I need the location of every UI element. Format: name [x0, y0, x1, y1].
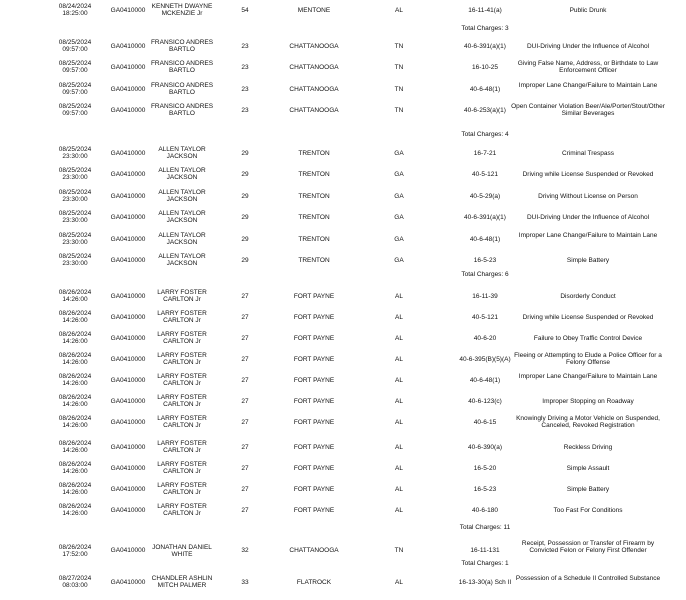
arrest-datetime-line1: 08/25/2024 — [58, 253, 92, 260]
arrestee-name-line1: FRANSICO ANDRES — [150, 103, 214, 110]
agency-ori: GA0410000 — [110, 213, 146, 221]
charge-description: DUI-Driving Under the Influence of Alcohol — [526, 42, 650, 50]
agency-ori: GA0410000 — [110, 443, 146, 451]
arrestee-city: TRENTON — [298, 149, 330, 157]
arrest-datetime-line1: 08/25/2024 — [58, 189, 92, 196]
arrestee-state: AL — [395, 355, 403, 363]
arrestee-city: FORT PAYNE — [293, 292, 335, 300]
agency-ori: GA0410000 — [110, 192, 146, 200]
arrest-datetime-line1: 08/25/2024 — [58, 82, 92, 89]
charge-row — [0, 289, 686, 309]
agency-ori: GA0410000 — [110, 418, 146, 426]
arrestee-name — [145, 146, 219, 161]
arrestee-name — [145, 482, 219, 497]
charge-row — [0, 3, 686, 23]
arrestee-name-line2: CARLTON Jr — [163, 338, 201, 346]
arrestee-state: AL — [395, 506, 403, 514]
arrestee-name-line2: WHITE — [171, 551, 193, 559]
charge-row — [0, 540, 686, 560]
charge-description: Open Container Violation Beer/Ale/Porter/Stout/Other Similar Beverages — [511, 103, 665, 118]
charge-row — [0, 352, 686, 372]
arrest-datetime-line2: 14:26:00 — [62, 468, 88, 476]
charge-row — [0, 210, 686, 230]
charge-row — [0, 373, 686, 393]
arrest-datetime-line2: 14:26:00 — [62, 359, 88, 367]
arrestee-age: 27 — [241, 334, 249, 342]
arrestee-state: AL — [395, 443, 403, 451]
total-charges: Total Charges: 1 — [461, 560, 509, 567]
arrest-datetime-line1: 08/24/2024 — [58, 3, 92, 10]
charge-statute: 16-7-21 — [473, 149, 497, 157]
arrestee-name-line1: KENNETH DWAYNE — [151, 3, 213, 10]
arrestee-city: FORT PAYNE — [293, 443, 335, 451]
arrest-datetime-line1: 08/26/2024 — [58, 373, 92, 380]
arrest-datetime-line2: 09:57:00 — [62, 89, 88, 97]
charge-description: Simple Battery — [566, 485, 610, 493]
arrestee-name-line1: FRANSICO ANDRES — [150, 60, 214, 67]
charge-statute: 16-10-25 — [471, 63, 499, 71]
charge-description: Fleeing or Attempting to Elude a Police Officer for a Felony Offense — [514, 352, 662, 367]
arrest-datetime-line2: 14:26:00 — [62, 510, 88, 518]
arrest-datetime-line2: 18:25:00 — [62, 10, 88, 18]
arrest-datetime-line2: 14:26:00 — [62, 489, 88, 497]
arrestee-city: TRENTON — [298, 192, 330, 200]
arrestee-state: AL — [395, 313, 403, 321]
charge-statute: 16-5-20 — [473, 464, 497, 472]
charge-description: Too Fast For Conditions — [553, 506, 623, 514]
arrestee-name-line1: ALLEN TAYLOR — [158, 253, 206, 260]
arrestee-state: GA — [394, 213, 404, 221]
arrestee-name-line2: CARLTON Jr — [163, 447, 201, 455]
charge-row — [0, 394, 686, 414]
arrestee-city: FORT PAYNE — [293, 313, 335, 321]
agency-ori: GA0410000 — [110, 63, 146, 71]
total-charges: Total Charges: 11 — [459, 524, 511, 531]
agency-ori: GA0410000 — [110, 256, 146, 264]
arrestee-age: 27 — [241, 355, 249, 363]
charge-row — [0, 146, 686, 166]
arrestee-name-line1: LARRY FOSTER — [157, 440, 207, 447]
charge-description: Possession of a Schedule II Controlled Substance — [515, 575, 661, 582]
charge-row — [0, 82, 686, 102]
charge-row — [0, 39, 686, 59]
arrestee-city: TRENTON — [298, 213, 330, 221]
agency-ori: GA0410000 — [110, 376, 146, 384]
agency-ori: GA0410000 — [110, 292, 146, 300]
arrestee-age: 29 — [241, 213, 249, 221]
agency-ori: GA0410000 — [110, 547, 146, 555]
arrestee-name-line1: LARRY FOSTER — [157, 394, 207, 401]
arrestee-age: 27 — [241, 376, 249, 384]
charge-description: Improper Stopping on Roadway — [542, 397, 634, 405]
arrestee-name-line2: MCKENZIE Jr — [161, 10, 203, 18]
charge-statute: 16-11-131 — [470, 547, 500, 555]
arrest-datetime-line2: 14:26:00 — [62, 422, 88, 430]
arrestee-state: TN — [394, 42, 404, 50]
charge-statute: 40-6-48(1) — [469, 376, 501, 384]
charge-description: Public Drunk — [569, 6, 607, 14]
arrestee-name — [145, 461, 219, 476]
arrestee-name — [145, 60, 219, 75]
charge-description: Improper Lane Change/Failure to Maintain Lane — [518, 82, 658, 89]
agency-ori: GA0410000 — [110, 42, 146, 50]
charge-row — [0, 575, 686, 595]
charge-statute: 40-5-121 — [471, 170, 499, 178]
charge-description: Improper Lane Change/Failure to Maintain Lane — [518, 232, 658, 239]
arrestee-name-line2: JACKSON — [166, 239, 198, 247]
arrest-datetime-line2: 23:30:00 — [62, 260, 88, 268]
charge-row — [0, 331, 686, 351]
arrestee-name — [145, 544, 219, 559]
arrestee-age: 27 — [241, 464, 249, 472]
charge-statute: 40-6-391(a)(1) — [464, 213, 506, 221]
charge-description: Knowingly Driving a Motor Vehicle on Suspended, Canceled, Revoked Registration — [516, 415, 660, 430]
arrest-datetime-line1: 08/26/2024 — [58, 289, 92, 296]
charge-row — [0, 461, 686, 481]
arrestee-city: FORT PAYNE — [293, 464, 335, 472]
arrest-datetime-line2: 23:30:00 — [62, 239, 88, 247]
arrestee-city: FORT PAYNE — [293, 376, 335, 384]
arrestee-city: FORT PAYNE — [293, 485, 335, 493]
arrestee-name-line2: CARLTON Jr — [163, 468, 201, 476]
arrestee-state: AL — [395, 485, 403, 493]
arrestee-name-line2: CARLTON Jr — [163, 510, 201, 518]
agency-ori: GA0410000 — [110, 355, 146, 363]
arrestee-name-line1: CHANDLER ASHLIN — [151, 575, 213, 582]
arrestee-name-line1: LARRY FOSTER — [157, 373, 207, 380]
arrestee-name-line1: LARRY FOSTER — [157, 352, 207, 359]
arrestee-name-line2: BARTLO — [169, 89, 195, 97]
charge-statute: 40-6-395(B)(5)(A) — [459, 355, 511, 363]
arrest-datetime-line1: 08/25/2024 — [58, 210, 92, 217]
arrestee-city: CHATTANOOGA — [289, 85, 339, 93]
charge-description: Driving while License Suspended or Revoked — [522, 313, 654, 321]
charge-description: Reckless Driving — [563, 443, 613, 451]
charge-description: Driving while License Suspended or Revoked — [522, 170, 654, 178]
arrestee-name-line1: ALLEN TAYLOR — [158, 232, 206, 239]
arrestee-state: AL — [395, 6, 403, 14]
arrestee-name — [145, 210, 219, 225]
charge-statute: 16-5-23 — [473, 485, 497, 493]
arrestee-state: GA — [394, 149, 404, 157]
arrestee-name-line2: JACKSON — [166, 217, 198, 225]
arrestee-age: 54 — [241, 6, 249, 14]
charge-statute: 16-11-41(a) — [468, 6, 502, 14]
arrestee-state: GA — [394, 235, 404, 243]
arrestee-state: AL — [395, 376, 403, 384]
arrestee-age: 27 — [241, 443, 249, 451]
arrestee-age: 33 — [241, 578, 249, 586]
arrestee-age: 29 — [241, 235, 249, 243]
arrestee-age: 23 — [241, 42, 249, 50]
charge-statute: 40-6-20 — [473, 334, 497, 342]
arrestee-name-line1: LARRY FOSTER — [157, 482, 207, 489]
charge-statute: 16-11-39 — [472, 292, 498, 300]
arrest-datetime-line1: 08/25/2024 — [58, 103, 92, 110]
charge-row — [0, 440, 686, 460]
arrest-datetime-line1: 08/26/2024 — [58, 310, 92, 317]
arrestee-name-line1: ALLEN TAYLOR — [158, 146, 206, 153]
agency-ori: GA0410000 — [110, 106, 146, 114]
arrestee-age: 27 — [241, 485, 249, 493]
arrest-datetime-line2: 14:26:00 — [62, 338, 88, 346]
arrestee-name-line1: ALLEN TAYLOR — [158, 210, 206, 217]
charge-statute: 40-6-391(a)(1) — [464, 42, 506, 50]
arrest-datetime-line1: 08/25/2024 — [58, 60, 92, 67]
charge-row — [0, 253, 686, 273]
charge-description: Simple Assault — [566, 464, 610, 472]
charge-description: Giving False Name, Address, or Birthdate to Law Enforcement Officer — [517, 60, 659, 75]
charge-statute: 40-6-48(1) — [469, 85, 501, 93]
arrestee-state: AL — [395, 464, 403, 472]
charge-description: Receipt, Possession or Transfer of Firearm by Convicted Felon or Felony First Offender — [521, 540, 655, 555]
arrestee-name-line1: ALLEN TAYLOR — [158, 167, 206, 174]
charge-statute: 40-6-253(a)(1) — [464, 106, 506, 114]
arrestee-city: CHATTANOOGA — [289, 547, 339, 555]
arrestee-name — [145, 3, 219, 18]
charge-row — [0, 167, 686, 187]
arrestee-age: 27 — [241, 418, 249, 426]
arrest-datetime-line1: 08/26/2024 — [58, 394, 92, 401]
arrestee-name-line1: FRANSICO ANDRES — [150, 39, 214, 46]
arrestee-city: MENTONE — [297, 6, 331, 14]
arrestee-state: GA — [394, 170, 404, 178]
arrestee-name-line1: LARRY FOSTER — [157, 503, 207, 510]
arrestee-city: FLATROCK — [296, 578, 332, 586]
charge-statute: 40-5-121 — [471, 313, 499, 321]
arrest-datetime-line1: 08/27/2024 — [58, 575, 92, 582]
arrestee-name-line1: LARRY FOSTER — [157, 310, 207, 317]
arrest-datetime-line1: 08/26/2024 — [58, 352, 92, 359]
arrestee-city: FORT PAYNE — [293, 334, 335, 342]
arrestee-age: 29 — [241, 170, 249, 178]
arrest-datetime-line2: 09:57:00 — [62, 110, 88, 118]
arrest-datetime-line1: 08/26/2024 — [58, 543, 92, 551]
arrest-datetime-line2: 23:30:00 — [62, 217, 88, 225]
arrest-datetime-line1: 08/26/2024 — [58, 440, 92, 447]
agency-ori: GA0410000 — [110, 334, 146, 342]
charge-statute: 40-6-390(a) — [468, 443, 502, 451]
arrestee-name-line2: BARTLO — [169, 110, 195, 118]
arrestee-name — [145, 253, 219, 268]
arrest-datetime-line1: 08/25/2024 — [58, 167, 92, 174]
arrestee-city: CHATTANOOGA — [289, 42, 339, 50]
charge-description: Simple Battery — [566, 256, 610, 264]
arrest-datetime-line2: 08:03:00 — [62, 582, 88, 590]
arrest-datetime-line1: 08/25/2024 — [58, 232, 92, 239]
arrest-datetime-line2: 17:52:00 — [62, 551, 88, 559]
agency-ori: GA0410000 — [110, 235, 146, 243]
arrestee-city: TRENTON — [298, 235, 330, 243]
arrestee-state: TN — [394, 85, 404, 93]
arrestee-state: AL — [395, 418, 403, 426]
arrestee-name — [145, 39, 219, 54]
arrestee-state: TN — [394, 63, 404, 71]
arrestee-name-line2: JACKSON — [166, 196, 198, 204]
arrest-datetime-line2: 23:30:00 — [62, 174, 88, 182]
arrestee-state: TN — [394, 106, 404, 114]
arrest-datetime-line2: 23:30:00 — [62, 196, 88, 204]
charge-description: Criminal Trespass — [561, 149, 614, 157]
arrestee-name-line1: JONATHAN DANIEL — [152, 543, 212, 551]
arrestee-name — [145, 352, 219, 367]
arrestee-state: AL — [395, 397, 403, 405]
arrest-datetime-line1: 08/26/2024 — [58, 482, 92, 489]
total-charges: Total Charges: 6 — [461, 271, 509, 278]
arrestee-name-line2: CARLTON Jr — [163, 317, 201, 325]
arrestee-name-line2: BARTLO — [169, 46, 195, 54]
arrestee-name-line1: LARRY FOSTER — [157, 415, 207, 422]
charge-statute: 40-6-123(c) — [468, 397, 502, 405]
arrestee-name — [145, 373, 219, 388]
arrestee-state: AL — [395, 292, 403, 300]
arrestee-name — [145, 503, 219, 518]
charge-statute: 16-5-23 — [473, 256, 497, 264]
agency-ori: GA0410000 — [110, 170, 146, 178]
charge-row — [0, 103, 686, 123]
arrestee-state: TN — [394, 547, 404, 555]
arrest-datetime-line2: 14:26:00 — [62, 447, 88, 455]
arrestee-name-line2: MITCH PALMER — [157, 582, 207, 590]
arrestee-age: 29 — [241, 149, 249, 157]
arrestee-name-line2: CARLTON Jr — [163, 401, 201, 409]
charge-statute: 40-6-180 — [471, 506, 499, 514]
arrestee-name-line2: JACKSON — [166, 153, 198, 161]
arrestee-name-line2: JACKSON — [166, 260, 198, 268]
arrestee-name — [145, 310, 219, 325]
arrestee-age: 29 — [241, 256, 249, 264]
arrest-datetime-line1: 08/25/2024 — [58, 146, 92, 153]
arrestee-city: CHATTANOOGA — [289, 106, 339, 114]
arrestee-state: GA — [394, 256, 404, 264]
arrestee-age: 27 — [241, 506, 249, 514]
arrestee-name-line2: CARLTON Jr — [163, 489, 201, 497]
arrestee-name-line2: JACKSON — [166, 174, 198, 182]
charge-description: Disorderly Conduct — [560, 292, 616, 300]
charge-row — [0, 415, 686, 435]
arrestee-age: 29 — [241, 192, 249, 200]
arrest-datetime-line2: 14:26:00 — [62, 296, 88, 304]
charge-statute: 40-6-48(1) — [469, 235, 501, 243]
arrestee-age: 23 — [241, 85, 249, 93]
charge-description: Failure to Obey Traffic Control Device — [533, 334, 643, 342]
charge-statute: 40-6-15 — [473, 418, 497, 426]
charge-statute: 40-5-29(a) — [469, 192, 501, 200]
arrestee-state: AL — [395, 578, 403, 586]
arrestee-state: GA — [394, 192, 404, 200]
arrestee-name — [145, 232, 219, 247]
charge-statute: 16-13-30(a) Sch II — [458, 578, 512, 586]
arrestee-name — [145, 289, 219, 304]
agency-ori: GA0410000 — [110, 506, 146, 514]
arrest-datetime-line1: 08/26/2024 — [58, 461, 92, 468]
arrest-datetime-line1: 08/26/2024 — [58, 503, 92, 510]
arrestee-city: FORT PAYNE — [293, 355, 335, 363]
arrestee-name-line2: CARLTON Jr — [163, 359, 201, 367]
total-charges: Total Charges: 3 — [461, 25, 509, 32]
charge-row — [0, 189, 686, 209]
arrestee-name — [145, 440, 219, 455]
arrestee-city: FORT PAYNE — [293, 397, 335, 405]
arrest-datetime-line2: 23:30:00 — [62, 153, 88, 161]
arrestee-age: 23 — [241, 63, 249, 71]
arrest-datetime-line2: 14:26:00 — [62, 317, 88, 325]
arrest-datetime-line2: 09:57:00 — [62, 46, 88, 54]
arrestee-age: 32 — [241, 547, 249, 555]
arrest-datetime-line1: 08/25/2024 — [58, 39, 92, 46]
agency-ori: GA0410000 — [110, 485, 146, 493]
arrestee-name-line1: ALLEN TAYLOR — [158, 189, 206, 196]
arrest-datetime-line2: 14:26:00 — [62, 401, 88, 409]
arrestee-city: CHATTANOOGA — [289, 63, 339, 71]
arrestee-name — [145, 331, 219, 346]
arrestee-city: FORT PAYNE — [293, 418, 335, 426]
arrestee-name — [145, 167, 219, 182]
arrestee-name-line2: CARLTON Jr — [163, 296, 201, 304]
agency-ori: GA0410000 — [110, 313, 146, 321]
agency-ori: GA0410000 — [110, 578, 146, 586]
agency-ori: GA0410000 — [110, 149, 146, 157]
charge-description: DUI-Driving Under the Influence of Alcohol — [526, 213, 650, 221]
arrestee-name — [145, 103, 219, 118]
arrestee-name — [145, 189, 219, 204]
arrestee-name — [145, 82, 219, 97]
arrestee-age: 23 — [241, 106, 249, 114]
charge-row — [0, 503, 686, 523]
agency-ori: GA0410000 — [110, 397, 146, 405]
arrestee-age: 27 — [241, 397, 249, 405]
arrestee-name-line1: LARRY FOSTER — [157, 331, 207, 338]
arrest-datetime-line1: 08/26/2024 — [58, 331, 92, 338]
arrestee-name-line2: BARTLO — [169, 67, 195, 75]
arrestee-name — [145, 575, 219, 590]
charge-description: Improper Lane Change/Failure to Maintain Lane — [518, 373, 658, 380]
arrestee-name-line2: CARLTON Jr — [163, 422, 201, 430]
charge-description: Driving Without License on Person — [538, 192, 638, 200]
arrest-datetime-line2: 09:57:00 — [62, 67, 88, 75]
arrestee-age: 27 — [241, 292, 249, 300]
arrestee-name-line1: LARRY FOSTER — [157, 289, 207, 296]
arrestee-city: TRENTON — [298, 170, 330, 178]
arrestee-age: 27 — [241, 313, 249, 321]
arrestee-name-line1: LARRY FOSTER — [157, 461, 207, 468]
total-charges: Total Charges: 4 — [461, 131, 509, 138]
charge-row — [0, 310, 686, 330]
arrestee-city: FORT PAYNE — [293, 506, 335, 514]
charge-row — [0, 482, 686, 502]
agency-ori: GA0410000 — [110, 464, 146, 472]
agency-ori: GA0410000 — [110, 6, 146, 14]
arrestee-state: AL — [395, 334, 403, 342]
arrest-datetime-line1: 08/26/2024 — [58, 415, 92, 422]
arrestee-name-line2: CARLTON Jr — [163, 380, 201, 388]
arrestee-name-line1: FRANSICO ANDRES — [150, 82, 214, 89]
charge-row — [0, 232, 686, 252]
arrestee-city: TRENTON — [298, 256, 330, 264]
arrestee-name — [145, 394, 219, 409]
arrest-datetime-line2: 14:26:00 — [62, 380, 88, 388]
charge-row — [0, 60, 686, 80]
arrestee-name — [145, 415, 219, 430]
agency-ori: GA0410000 — [110, 85, 146, 93]
